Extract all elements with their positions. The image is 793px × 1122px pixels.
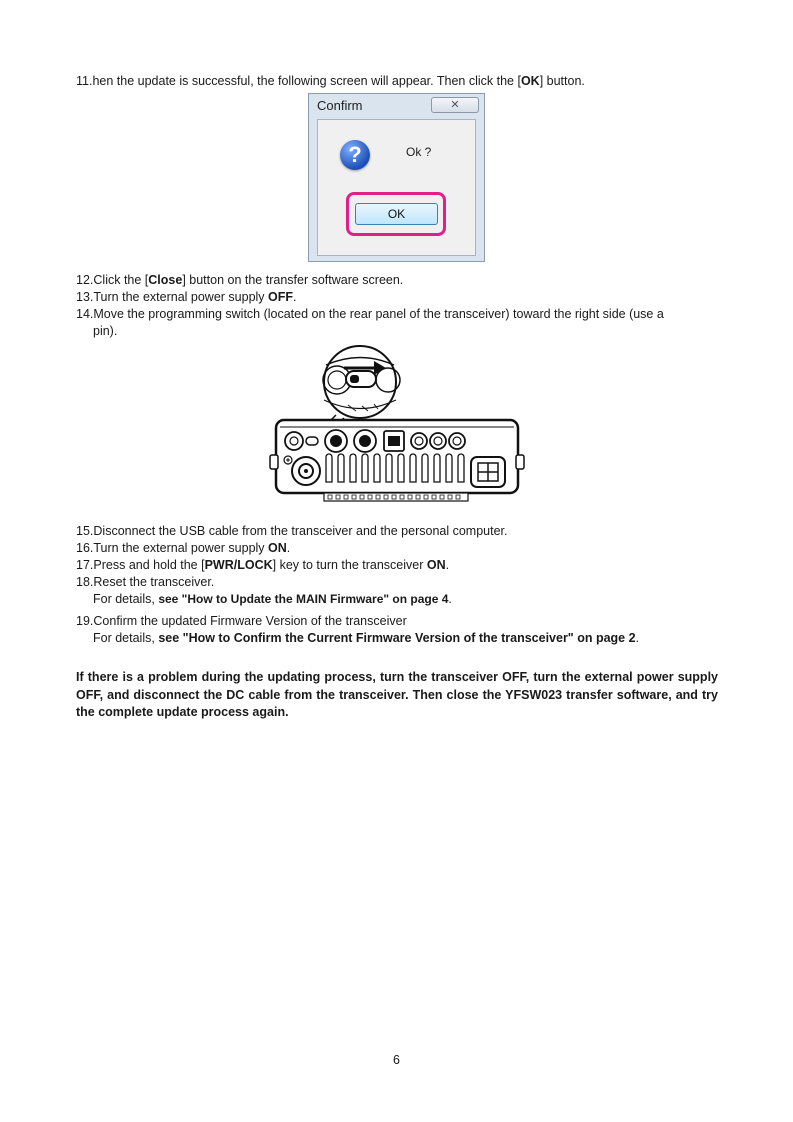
confirm-dialog (308, 93, 485, 262)
step-text: Turn the external power supply (93, 541, 269, 555)
step-bold: OK (520, 74, 540, 88)
step-number: 14. (76, 307, 94, 321)
ok-highlight-frame (346, 192, 446, 236)
step-text: ] button on the transfer software screen. (182, 273, 404, 287)
step-number: 19. (76, 614, 94, 628)
step-16 (76, 540, 290, 556)
dialog-body (317, 119, 476, 256)
cross-reference: see "How to Confirm the Current Firmware Version of the transceiver" on page 2 (158, 631, 636, 645)
step-text: ] key to turn the transceiver (272, 558, 427, 572)
step-text: . (286, 541, 291, 555)
detail-text: . (448, 592, 452, 606)
step-text: Disconnect the USB cable from the transceiver and the personal computer. (93, 524, 508, 538)
step-text: Confirm the updated Firmware Version of the transceiver (93, 614, 407, 628)
step-bold: OFF (268, 290, 294, 304)
step-bold: ON (426, 558, 446, 572)
step-text: Turn the external power supply (93, 290, 269, 304)
detail-text: For details, (93, 631, 159, 645)
step-number: 16. (76, 541, 94, 555)
step-number: 12. (76, 273, 94, 287)
step-11 (76, 73, 585, 89)
step-text: Reset the transceiver. (93, 575, 215, 589)
step-bold: ON (268, 541, 287, 555)
step-text: Click the [ (93, 273, 149, 287)
step-text: . (293, 290, 297, 304)
step-text: hen the update is successful, the following screen will appear. Then click the [ (92, 74, 521, 88)
close-icon[interactable]: ✕ (431, 97, 479, 113)
step-number: 13. (76, 290, 94, 304)
step-14 (76, 306, 664, 322)
step-18-details (93, 591, 452, 607)
warning-paragraph: If there is a problem during the updating process, turn the transceiver OFF, turn the external power supply OFF, and disconnect the DC cable from the transceiver. Then close the YFSW023 transfer software, and try the complete update process again. (76, 670, 718, 719)
step-number: 15. (76, 524, 94, 538)
question-icon: ? (340, 140, 370, 170)
step-14-continued: pin). (93, 324, 118, 338)
page-number: 6 (393, 1053, 400, 1067)
cross-reference: see "How to Update the MAIN Firmware" on page 4 (158, 592, 449, 606)
step-text: . (445, 558, 450, 572)
step-number: 18. (76, 575, 94, 589)
step-17 (76, 557, 449, 573)
transceiver-body (270, 420, 524, 501)
step-18 (76, 574, 214, 590)
step-text: ] button. (539, 74, 585, 88)
dialog-message: Ok ? (406, 145, 432, 159)
step-15 (76, 523, 508, 539)
detail-text: . (635, 631, 640, 645)
step-19 (76, 613, 407, 629)
step-text: Move the programming switch (located on the rear panel of the transceiver) toward the right side (use a (93, 307, 664, 321)
step-number: 17. (76, 558, 94, 572)
step-12 (76, 272, 403, 288)
ok-button[interactable]: OK (355, 203, 438, 225)
step-number: 11. (76, 74, 93, 88)
step-13 (76, 289, 297, 305)
step-19-details (93, 630, 639, 646)
step-text: Press and hold the [ (93, 558, 205, 572)
step-bold: PWR/LOCK (204, 558, 273, 572)
detail-text: For details, (93, 592, 159, 606)
dialog-title: Confirm (317, 98, 363, 113)
step-bold: Close (148, 273, 183, 287)
transceiver-rear-panel-illustration (266, 345, 528, 505)
